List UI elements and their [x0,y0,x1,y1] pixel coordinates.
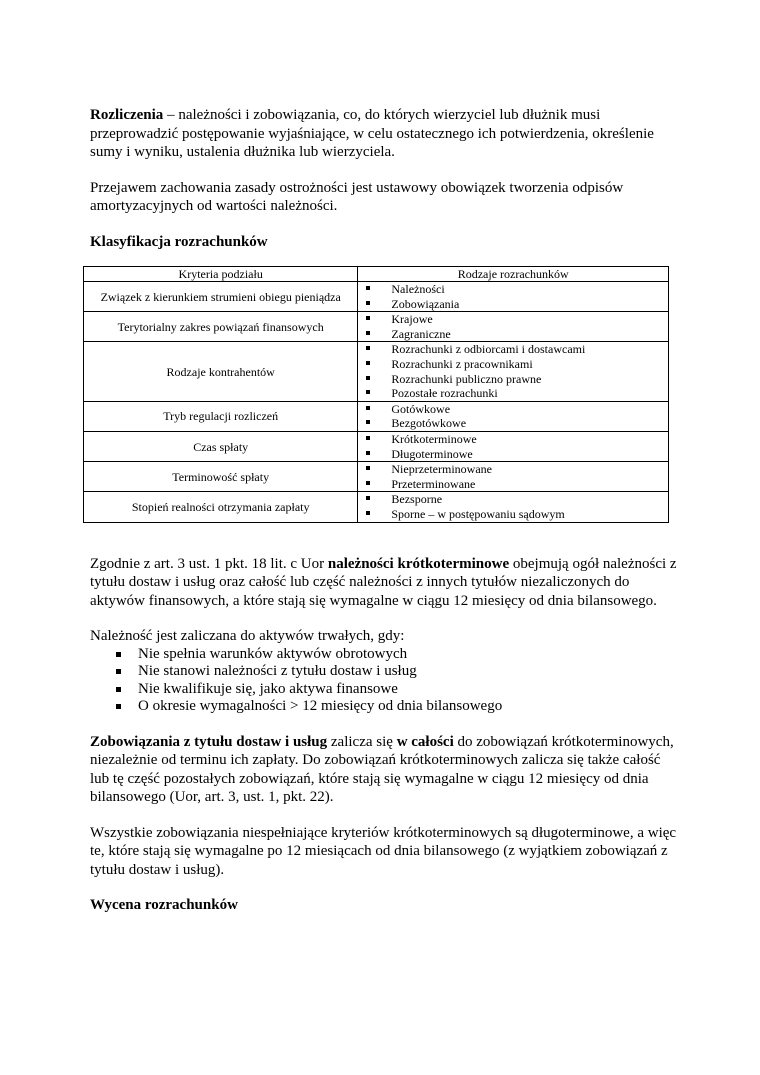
types-list [358,312,668,341]
short-term-paragraph [90,555,680,611]
liabilities-bold-2: w całości [396,733,454,750]
list-item: Rozrachunki z odbiorcami i dostawcami [358,342,668,357]
list-item: Bezsporne [358,492,668,507]
list-item: Zobowiązania [358,297,668,312]
criterion-cell: Terytorialny zakres powiązań finansowych [84,312,358,342]
criterion-cell: Związek z kierunkiem strumieni obiegu pieniądza [84,282,358,312]
table-body [84,282,669,523]
list-item: Bezgotówkowe [358,416,668,431]
types-cell [358,462,669,492]
types-cell [358,492,669,522]
intro-paragraph [90,106,680,162]
valuation-heading: Wycena rozrachunków [90,897,238,913]
table-row [84,462,669,492]
list-item: Zagraniczne [358,327,668,342]
types-list [358,432,668,461]
table-header-row [84,267,669,282]
liabilities-text-2: do zobowiązań krótkoterminowych, niezależnie od terminu ich zapłaty. Do zobowiązań krótkoterminowych zalicza się także całość lub tę część pozostałych zobowiązań, które stają się wymagalne w ciągu 12 miesięcy od dnia bilansowego (Uor, art. 3, ust. 1, pkt. 22). [90,733,674,805]
short-term-lead: Zgodnie z art. 3 ust. 1 pkt. 18 lit. c Uor [90,555,328,572]
list-item: Pozostałe rozrachunki [358,386,668,401]
short-term-bold: należności krótkoterminowe [327,555,510,572]
classification-heading: Klasyfikacja rozrachunków [90,233,268,250]
list-item: Gotówkowe [358,402,668,417]
list-item: Nie stanowi należności z tytułu dostaw i usług [90,663,680,681]
types-cell [358,401,669,431]
classification-table [83,266,669,523]
types-cell [358,342,669,401]
criterion-cell: Tryb regulacji rozliczeń [84,401,358,431]
document-page [90,106,680,915]
criterion-cell: Terminowość spłaty [84,462,358,492]
list-item: Krótkoterminowe [358,432,668,447]
list-item: O okresie wymagalności > 12 miesięcy od dnia bilansowego [90,698,680,716]
fixed-assets-list [90,646,680,716]
list-item: Należności [358,282,668,297]
list-item: Nie kwalifikuje się, jako aktywa finansowe [90,681,680,699]
intro-definition: – należności i zobowiązania, co, do których wierzyciel lub dłużnik musi przeprowadzić postępowanie wyjaśniające, w celu ostatecznego ich potwierdzenia, określenie sumy i wyniku, ustalenia dłużnika lub wierzyciela. [90,107,654,160]
table-row [84,342,669,401]
types-cell [358,282,669,312]
list-item: Długoterminowe [358,447,668,462]
table-row [84,401,669,431]
types-list [358,402,668,431]
list-item: Nie spełnia warunków aktywów obrotowych [90,646,680,664]
types-list [358,282,668,311]
list-item: Przeterminowane [358,477,668,492]
criterion-cell: Czas spłaty [84,431,358,461]
header-criteria: Kryteria podziału [84,267,358,282]
intro-term: Rozliczenia [90,107,164,123]
types-list [358,462,668,491]
list-item: Rozrachunki z pracownikami [358,357,668,372]
types-cell [358,431,669,461]
table-row [84,312,669,342]
table-row [84,282,669,312]
long-term-paragraph: Wszystkie zobowiązania niespełniające kryteriów krótkoterminowych są długoterminowe, a więc te, które stają się wymagalne po 12 miesiącach od dnia bilansowego (z wyjątkiem zobowiązań z tytułu dostaw i usług). [90,824,677,878]
prudence-paragraph: Przejawem zachowania zasady ostrożności jest ustawowy obowiązek tworzenia odpisów amortyzacyjnych od wartości należności. [90,179,624,214]
list-item: Nieprzeterminowane [358,462,668,477]
types-list [358,492,668,521]
list-item: Rozrachunki publiczno prawne [358,372,668,387]
types-list [358,342,668,400]
liabilities-bold-1: Zobowiązania z tytułu dostaw i usług [90,733,328,750]
short-term-rest: obejmują ogół należności z tytułu dostaw i usług oraz całość lub część należności z innych tytułów niezaliczonych do aktywów finansowych, a które stają się wymagalne w ciągu 12 miesięcy od dnia bilansowego. [90,555,677,609]
fixed-assets-intro: Należność jest zaliczana do aktywów trwałych, gdy: [90,628,405,644]
list-item: Krajowe [358,312,668,327]
liabilities-text-1: zalicza się [327,733,397,750]
criterion-cell: Rodzaje kontrahentów [84,342,358,401]
table-row [84,431,669,461]
types-cell [358,312,669,342]
liabilities-paragraph [90,733,680,807]
criterion-cell: Stopień realności otrzymania zapłaty [84,492,358,522]
list-item: Sporne – w postępowaniu sądowym [358,507,668,522]
header-types: Rodzaje rozrachunków [358,267,669,282]
table-row [84,492,669,522]
